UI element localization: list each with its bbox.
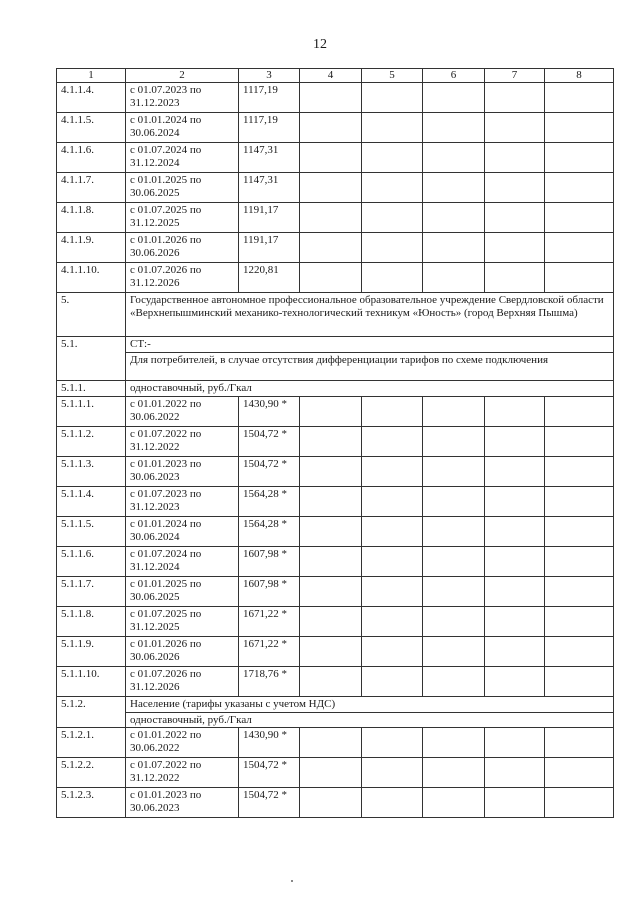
period-cell xyxy=(126,457,239,487)
empty-cell xyxy=(362,203,423,233)
period-cell xyxy=(126,788,239,818)
empty-cell xyxy=(545,667,614,697)
tariff-table xyxy=(56,68,614,818)
empty-cell xyxy=(485,487,545,517)
empty-cell xyxy=(485,427,545,457)
period-end: 30.06.2024 xyxy=(130,531,180,543)
empty-cell xyxy=(545,637,614,667)
period-start: с 01.07.2026 по xyxy=(130,668,202,680)
period-start: с 01.07.2024 по xyxy=(130,548,202,560)
item-number: 5.1.1.1. xyxy=(57,397,126,427)
organization-name: Государственное автономное профессиональное образовательное учреждение Свердловской области «Верхнепышминский механико-технологический техникум «Юность» (город Верхняя Пышма) xyxy=(126,293,614,337)
empty-cell xyxy=(362,457,423,487)
section-subrow xyxy=(57,353,614,381)
table-row xyxy=(57,547,614,577)
tariff-value: 1430,90 * xyxy=(239,728,300,758)
column-header: 2 xyxy=(126,69,239,83)
empty-cell xyxy=(545,487,614,517)
empty-cell xyxy=(545,788,614,818)
item-number: 4.1.1.8. xyxy=(57,203,126,233)
empty-cell xyxy=(362,173,423,203)
table-row xyxy=(57,457,614,487)
empty-cell xyxy=(423,517,485,547)
period-start: с 01.07.2022 по xyxy=(130,759,202,771)
table-row xyxy=(57,143,614,173)
section-title: Население (тарифы указаны с учетом НДС) xyxy=(126,697,614,713)
empty-cell xyxy=(485,577,545,607)
period-cell xyxy=(126,607,239,637)
column-header: 7 xyxy=(485,69,545,83)
section-title: СТ:- xyxy=(126,337,614,353)
tariff-value: 1191,17 xyxy=(239,233,300,263)
empty-cell xyxy=(485,547,545,577)
item-number: 5.1.1.4. xyxy=(57,487,126,517)
empty-cell xyxy=(545,263,614,293)
table-row xyxy=(57,667,614,697)
period-end: 31.12.2026 xyxy=(130,681,180,693)
empty-cell xyxy=(485,233,545,263)
period-cell xyxy=(126,517,239,547)
table-row xyxy=(57,728,614,758)
empty-cell xyxy=(300,577,362,607)
empty-cell xyxy=(545,607,614,637)
tariff-value: 1564,28 * xyxy=(239,517,300,547)
empty-cell xyxy=(423,83,485,113)
period-end: 30.06.2026 xyxy=(130,651,180,663)
period-end: 30.06.2025 xyxy=(130,187,180,199)
period-end: 31.12.2023 xyxy=(130,501,180,513)
tariff-value: 1671,22 * xyxy=(239,607,300,637)
column-header: 5 xyxy=(362,69,423,83)
empty-cell xyxy=(423,667,485,697)
tariff-type: одноставочный, руб./Гкал xyxy=(126,381,614,397)
period-start: с 01.01.2025 по xyxy=(130,174,202,186)
empty-cell xyxy=(300,173,362,203)
item-number: 4.1.1.10. xyxy=(57,263,126,293)
table-row xyxy=(57,263,614,293)
period-start: с 01.01.2024 по xyxy=(130,114,202,126)
period-start: с 01.07.2024 по xyxy=(130,144,202,156)
period-end: 30.06.2025 xyxy=(130,591,180,603)
empty-cell xyxy=(300,547,362,577)
page-number: 12 xyxy=(313,37,327,52)
empty-cell xyxy=(423,263,485,293)
empty-cell xyxy=(362,577,423,607)
empty-cell xyxy=(423,487,485,517)
tariff-value: 1718,76 * xyxy=(239,667,300,697)
period-end: 30.06.2026 xyxy=(130,247,180,259)
tariff-value: 1117,19 xyxy=(239,113,300,143)
empty-cell xyxy=(423,728,485,758)
table-row xyxy=(57,203,614,233)
empty-cell xyxy=(362,83,423,113)
empty-cell xyxy=(423,577,485,607)
empty-cell xyxy=(362,263,423,293)
empty-cell xyxy=(362,397,423,427)
empty-cell xyxy=(300,637,362,667)
empty-cell xyxy=(423,457,485,487)
empty-cell xyxy=(423,143,485,173)
empty-cell xyxy=(423,788,485,818)
tariff-value: 1430,90 * xyxy=(239,397,300,427)
table-row xyxy=(57,83,614,113)
period-cell xyxy=(126,83,239,113)
period-cell xyxy=(126,263,239,293)
tariff-value: 1147,31 xyxy=(239,173,300,203)
section-subrow xyxy=(57,713,614,728)
period-start: с 01.01.2023 по xyxy=(130,789,202,801)
item-number: 4.1.1.7. xyxy=(57,173,126,203)
empty-cell xyxy=(423,547,485,577)
section-row xyxy=(57,697,614,713)
column-header-row xyxy=(57,69,614,83)
period-cell xyxy=(126,667,239,697)
section-subtitle: Для потребителей, в случае отсутствия дифференциации тарифов по схеме подключения xyxy=(126,353,614,381)
empty-cell xyxy=(423,233,485,263)
empty-cell xyxy=(300,487,362,517)
period-start: с 01.01.2023 по xyxy=(130,458,202,470)
table-row xyxy=(57,788,614,818)
period-cell xyxy=(126,233,239,263)
table-row xyxy=(57,607,614,637)
period-end: 31.12.2023 xyxy=(130,97,180,109)
tariff-value: 1220,81 xyxy=(239,263,300,293)
empty-cell xyxy=(485,83,545,113)
period-cell xyxy=(126,728,239,758)
empty-cell xyxy=(545,233,614,263)
period-end: 31.12.2022 xyxy=(130,772,180,784)
empty-cell xyxy=(362,547,423,577)
empty-cell xyxy=(423,758,485,788)
empty-cell xyxy=(300,113,362,143)
tariff-value: 1191,17 xyxy=(239,203,300,233)
empty-cell xyxy=(362,637,423,667)
empty-cell xyxy=(423,113,485,143)
empty-cell xyxy=(362,788,423,818)
empty-cell xyxy=(485,758,545,788)
empty-cell xyxy=(485,457,545,487)
period-start: с 01.07.2025 по xyxy=(130,204,202,216)
empty-cell xyxy=(485,203,545,233)
empty-cell xyxy=(545,457,614,487)
period-end: 31.12.2022 xyxy=(130,441,180,453)
empty-cell xyxy=(362,487,423,517)
tariff-value: 1504,72 * xyxy=(239,427,300,457)
table-row xyxy=(57,577,614,607)
section-subtitle: одноставочный, руб./Гкал xyxy=(126,713,614,728)
empty-cell xyxy=(545,547,614,577)
empty-cell xyxy=(485,788,545,818)
period-end: 31.12.2024 xyxy=(130,157,180,169)
item-number: 4.1.1.4. xyxy=(57,83,126,113)
period-end: 30.06.2023 xyxy=(130,471,180,483)
period-start: с 01.07.2025 по xyxy=(130,608,202,620)
empty-cell xyxy=(545,577,614,607)
table-row xyxy=(57,758,614,788)
empty-cell xyxy=(485,143,545,173)
column-header: 1 xyxy=(57,69,126,83)
empty-cell xyxy=(362,667,423,697)
empty-cell xyxy=(362,607,423,637)
item-number: 4.1.1.6. xyxy=(57,143,126,173)
period-start: с 01.07.2026 по xyxy=(130,264,202,276)
table-row xyxy=(57,173,614,203)
tariff-value: 1607,98 * xyxy=(239,547,300,577)
period-end: 31.12.2026 xyxy=(130,277,180,289)
item-number: 4.1.1.5. xyxy=(57,113,126,143)
empty-cell xyxy=(362,143,423,173)
empty-cell xyxy=(423,637,485,667)
period-end: 30.06.2022 xyxy=(130,742,180,754)
period-cell xyxy=(126,113,239,143)
period-end: 30.06.2022 xyxy=(130,411,180,423)
empty-cell xyxy=(545,758,614,788)
tariff-value: 1147,31 xyxy=(239,143,300,173)
period-cell xyxy=(126,203,239,233)
tariff-value: 1504,72 * xyxy=(239,788,300,818)
table-row xyxy=(57,487,614,517)
empty-cell xyxy=(300,143,362,173)
period-start: с 01.07.2022 по xyxy=(130,428,202,440)
empty-cell xyxy=(362,728,423,758)
empty-cell xyxy=(300,457,362,487)
empty-cell xyxy=(485,637,545,667)
empty-cell xyxy=(545,143,614,173)
period-cell xyxy=(126,758,239,788)
item-number: 4.1.1.9. xyxy=(57,233,126,263)
empty-cell xyxy=(300,427,362,457)
empty-cell xyxy=(362,517,423,547)
empty-cell xyxy=(485,607,545,637)
table-row xyxy=(57,113,614,143)
column-header: 8 xyxy=(545,69,614,83)
empty-cell xyxy=(485,728,545,758)
period-cell xyxy=(126,637,239,667)
period-cell xyxy=(126,173,239,203)
period-start: с 01.01.2022 по xyxy=(130,398,202,410)
item-number: 5.1.1.3. xyxy=(57,457,126,487)
scan-speck xyxy=(291,880,293,882)
item-number: 5.1.1.6. xyxy=(57,547,126,577)
empty-cell xyxy=(300,728,362,758)
table-row xyxy=(57,397,614,427)
empty-cell xyxy=(485,397,545,427)
item-number: 5.1.1.7. xyxy=(57,577,126,607)
period-end: 30.06.2023 xyxy=(130,802,180,814)
table-row xyxy=(57,637,614,667)
item-number: 5.1.2. xyxy=(57,697,126,728)
item-number: 5.1. xyxy=(57,337,126,381)
empty-cell xyxy=(300,83,362,113)
period-cell xyxy=(126,143,239,173)
period-cell xyxy=(126,577,239,607)
empty-cell xyxy=(423,607,485,637)
tariff-value: 1564,28 * xyxy=(239,487,300,517)
period-start: с 01.01.2022 по xyxy=(130,729,202,741)
empty-cell xyxy=(300,203,362,233)
period-end: 31.12.2025 xyxy=(130,621,180,633)
tariff-value: 1504,72 * xyxy=(239,457,300,487)
period-start: с 01.01.2025 по xyxy=(130,578,202,590)
item-number: 5.1.1. xyxy=(57,381,126,397)
empty-cell xyxy=(485,517,545,547)
empty-cell xyxy=(300,233,362,263)
empty-cell xyxy=(362,233,423,263)
empty-cell xyxy=(300,607,362,637)
period-start: с 01.01.2026 по xyxy=(130,638,202,650)
period-end: 31.12.2025 xyxy=(130,217,180,229)
empty-cell xyxy=(300,758,362,788)
item-number: 5.1.2.1. xyxy=(57,728,126,758)
tariff-value: 1504,72 * xyxy=(239,758,300,788)
table-row xyxy=(57,233,614,263)
empty-cell xyxy=(545,203,614,233)
empty-cell xyxy=(545,517,614,547)
tariff-type-row xyxy=(57,381,614,397)
tariff-table-body xyxy=(57,69,614,818)
period-cell xyxy=(126,487,239,517)
item-number: 5. xyxy=(57,293,126,337)
empty-cell xyxy=(545,728,614,758)
empty-cell xyxy=(300,667,362,697)
table-row xyxy=(57,517,614,547)
empty-cell xyxy=(423,427,485,457)
empty-cell xyxy=(545,397,614,427)
period-cell xyxy=(126,547,239,577)
empty-cell xyxy=(300,397,362,427)
empty-cell xyxy=(545,113,614,143)
item-number: 5.1.1.8. xyxy=(57,607,126,637)
period-start: с 01.07.2023 по xyxy=(130,84,202,96)
empty-cell xyxy=(545,173,614,203)
item-number: 5.1.1.10. xyxy=(57,667,126,697)
tariff-value: 1607,98 * xyxy=(239,577,300,607)
empty-cell xyxy=(362,113,423,143)
column-header: 3 xyxy=(239,69,300,83)
item-number: 5.1.2.2. xyxy=(57,758,126,788)
empty-cell xyxy=(485,173,545,203)
column-header: 4 xyxy=(300,69,362,83)
empty-cell xyxy=(423,397,485,427)
empty-cell xyxy=(485,667,545,697)
item-number: 5.1.1.5. xyxy=(57,517,126,547)
empty-cell xyxy=(545,427,614,457)
tariff-value: 1671,22 * xyxy=(239,637,300,667)
item-number: 5.1.1.9. xyxy=(57,637,126,667)
empty-cell xyxy=(485,113,545,143)
empty-cell xyxy=(362,758,423,788)
empty-cell xyxy=(300,788,362,818)
empty-cell xyxy=(545,83,614,113)
period-start: с 01.01.2026 по xyxy=(130,234,202,246)
empty-cell xyxy=(362,427,423,457)
organization-row xyxy=(57,293,614,337)
period-cell xyxy=(126,397,239,427)
period-cell xyxy=(126,427,239,457)
empty-cell xyxy=(300,517,362,547)
empty-cell xyxy=(300,263,362,293)
item-number: 5.1.2.3. xyxy=(57,788,126,818)
table-row xyxy=(57,427,614,457)
column-header: 6 xyxy=(423,69,485,83)
empty-cell xyxy=(485,263,545,293)
section-row xyxy=(57,337,614,353)
item-number: 5.1.1.2. xyxy=(57,427,126,457)
tariff-value: 1117,19 xyxy=(239,83,300,113)
empty-cell xyxy=(423,173,485,203)
period-end: 30.06.2024 xyxy=(130,127,180,139)
period-start: с 01.01.2024 по xyxy=(130,518,202,530)
period-start: с 01.07.2023 по xyxy=(130,488,202,500)
period-end: 31.12.2024 xyxy=(130,561,180,573)
empty-cell xyxy=(423,203,485,233)
